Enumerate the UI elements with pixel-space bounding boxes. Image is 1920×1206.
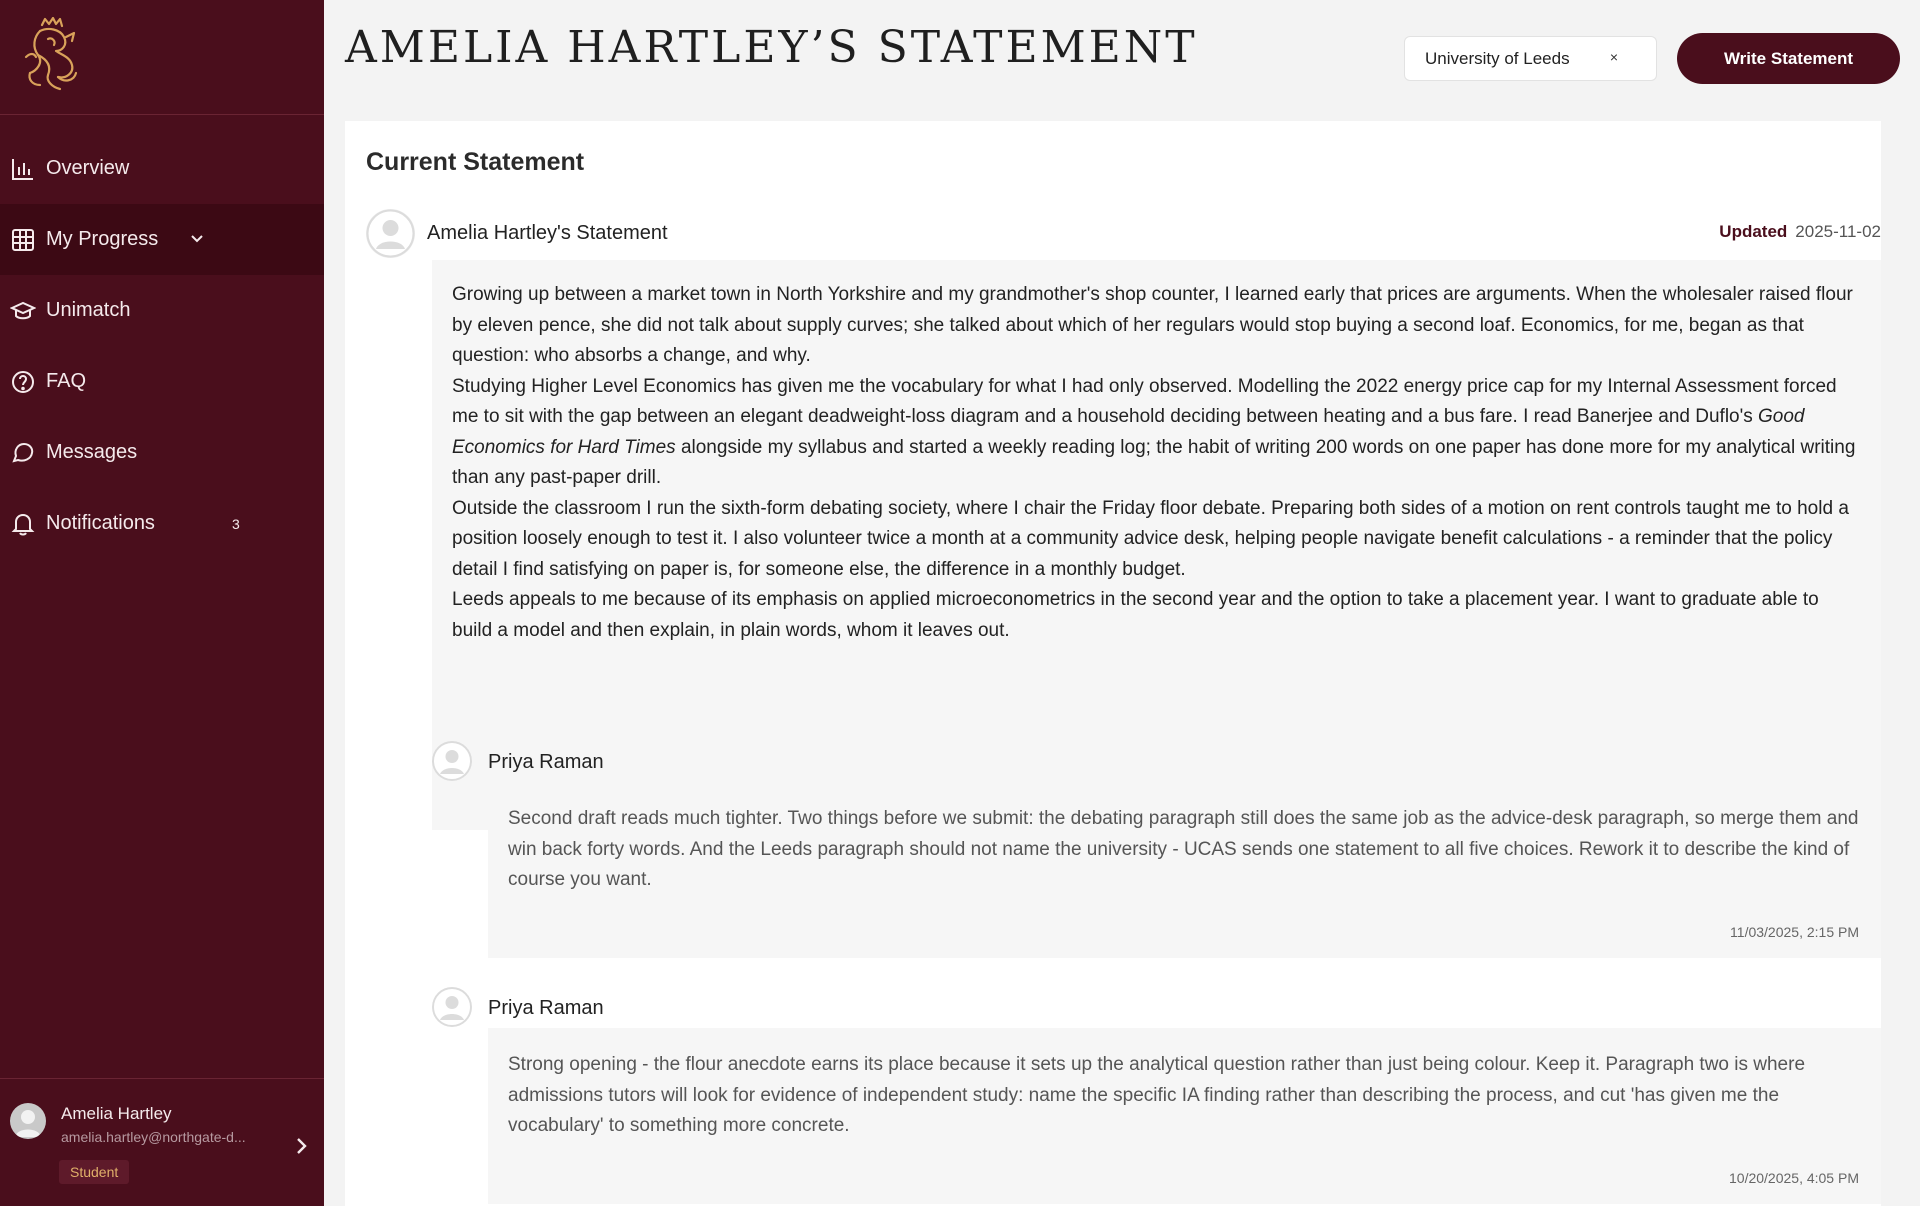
- avatar: [10, 1103, 46, 1139]
- sidebar-item-notifications[interactable]: [0, 488, 324, 559]
- paragraph-text: Studying Higher Level Economics has given me the vocabulary for what I had only observed. Modelling the 2022 energy price cap for my Internal Assessment forced me to sit with the gap between an elegant deadweight-loss diagram and a household deciding between heating and a bus fare. I read Banerjee and Duflo's: [452, 375, 1837, 427]
- notification-count-badge: 3: [232, 515, 240, 532]
- write-statement-button[interactable]: Write Statement: [1677, 33, 1900, 84]
- avatar: [366, 209, 415, 258]
- comment-text: Strong opening - the flour anecdote earns its place because it sets up the analytical question rather than just being colour. Keep it. Paragraph two is where admissions tutors will look for evidence of independent study: name the specific IA finding rather than describing the process, and cut 'has given me the vocabulary' to something more concrete.: [508, 1054, 1806, 1136]
- user-profile[interactable]: [0, 1078, 324, 1206]
- updated-value: 2025-11-02: [1795, 222, 1881, 241]
- statement-paragraph: Outside the classroom I run the sixth-form debating society, where I chair the Friday floor debate. Preparing both sides of a motion on rent controls taught me to hold a position loosely enough to test it. I also volunteer twice a month at a community advice desk, helping people navigate benefit calculations - a reminder that the policy detail I find satisfying on paper is, for someone else, the difference in a monthly budget.: [452, 497, 1849, 580]
- close-icon[interactable]: ×: [1609, 49, 1618, 65]
- updated-label: Updated: [1719, 222, 1788, 241]
- chat-bubble-icon: [10, 440, 36, 466]
- comment-body: [488, 1028, 1881, 1204]
- statement-paragraph: [452, 372, 1861, 494]
- avatar: [432, 987, 472, 1027]
- sidebar-item-label: Notifications: [46, 512, 155, 534]
- statement-paragraph: Growing up between a market town in North Yorkshire and my grandmother's shop counter, I learned early that prices are arguments. When the wholesaler raised flour by eleven pence, she did not talk about supply curves; she talked about which of her regulars would stop buying a second loaf. Economics, for me, began as that question: who absorbs a change, and why.: [452, 284, 1853, 366]
- section-title: Current Statement: [366, 148, 585, 176]
- comment-author: Priya Raman: [488, 751, 604, 773]
- sidebar-nav: [0, 115, 324, 559]
- sidebar-item-my-progress[interactable]: [0, 204, 324, 275]
- role-badge: Student: [59, 1160, 129, 1184]
- sidebar-item-label: My Progress: [46, 228, 159, 250]
- chevron-right-icon[interactable]: [290, 1135, 312, 1157]
- sidebar-item-label: FAQ: [46, 370, 87, 392]
- sidebar-item-label: Messages: [46, 441, 138, 463]
- statement-paragraph: Leeds appeals to me because of its emphasis on applied microeconometrics in the second year and the option to take a placement year. I want to graduate able to build a model and then explain, in plain words, whom it leaves out.: [452, 589, 1819, 641]
- bell-icon: [10, 511, 36, 537]
- sidebar-item-messages[interactable]: [0, 417, 324, 488]
- comment-text: Second draft reads much tighter. Two things before we submit: the debating paragraph still does the same job as the advice-desk paragraph, so merge them and win back forty words. And the Leeds paragraph should not name the university - UCAS sends one statement to all five choices. Rework it to describe the kind of course you want.: [508, 808, 1859, 890]
- sidebar-item-label: Unimatch: [46, 299, 131, 321]
- statement-card: [345, 121, 1881, 1206]
- bar-chart-icon: [10, 156, 36, 182]
- comment-timestamp: 11/03/2025, 2:15 PM: [1730, 924, 1859, 940]
- paragraph-text: alongside my syllabus and started a weekly reading log; the habit of writing 200 words on one paper has done more for my analytical writing than any past-paper drill.: [452, 436, 1856, 488]
- sidebar-item-label: Overview: [46, 157, 130, 179]
- chevron-down-icon[interactable]: [187, 228, 207, 248]
- sidebar-item-unimatch[interactable]: [0, 275, 324, 346]
- statement-body: [432, 260, 1881, 830]
- user-email: amelia.hartley@northgate-d...: [61, 1129, 246, 1145]
- updated-date: [1719, 222, 1881, 242]
- logo-area: [0, 0, 324, 115]
- user-name: Amelia Hartley: [61, 1104, 172, 1123]
- sidebar-item-overview[interactable]: [0, 133, 324, 204]
- university-chip-label: University of Leeds: [1425, 48, 1570, 68]
- sidebar-item-faq[interactable]: [0, 346, 324, 417]
- comment-timestamp: 10/20/2025, 4:05 PM: [1729, 1170, 1859, 1186]
- statement-author: Amelia Hartley's Statement: [427, 222, 668, 244]
- sidebar: [0, 0, 324, 1206]
- question-circle-icon: [10, 369, 36, 395]
- university-filter-chip[interactable]: [1404, 36, 1657, 81]
- lion-crest-logo[interactable]: [18, 17, 84, 97]
- comment-author: Priya Raman: [488, 997, 604, 1019]
- avatar: [432, 741, 472, 781]
- comment-body: [488, 782, 1881, 958]
- graduation-cap-icon: [10, 298, 36, 324]
- grid-icon: [10, 227, 36, 253]
- page-title: AMELIA HARTLEY’S STATEMENT: [345, 22, 1198, 73]
- book-title: Good Economics for Hard Times: [452, 406, 1805, 458]
